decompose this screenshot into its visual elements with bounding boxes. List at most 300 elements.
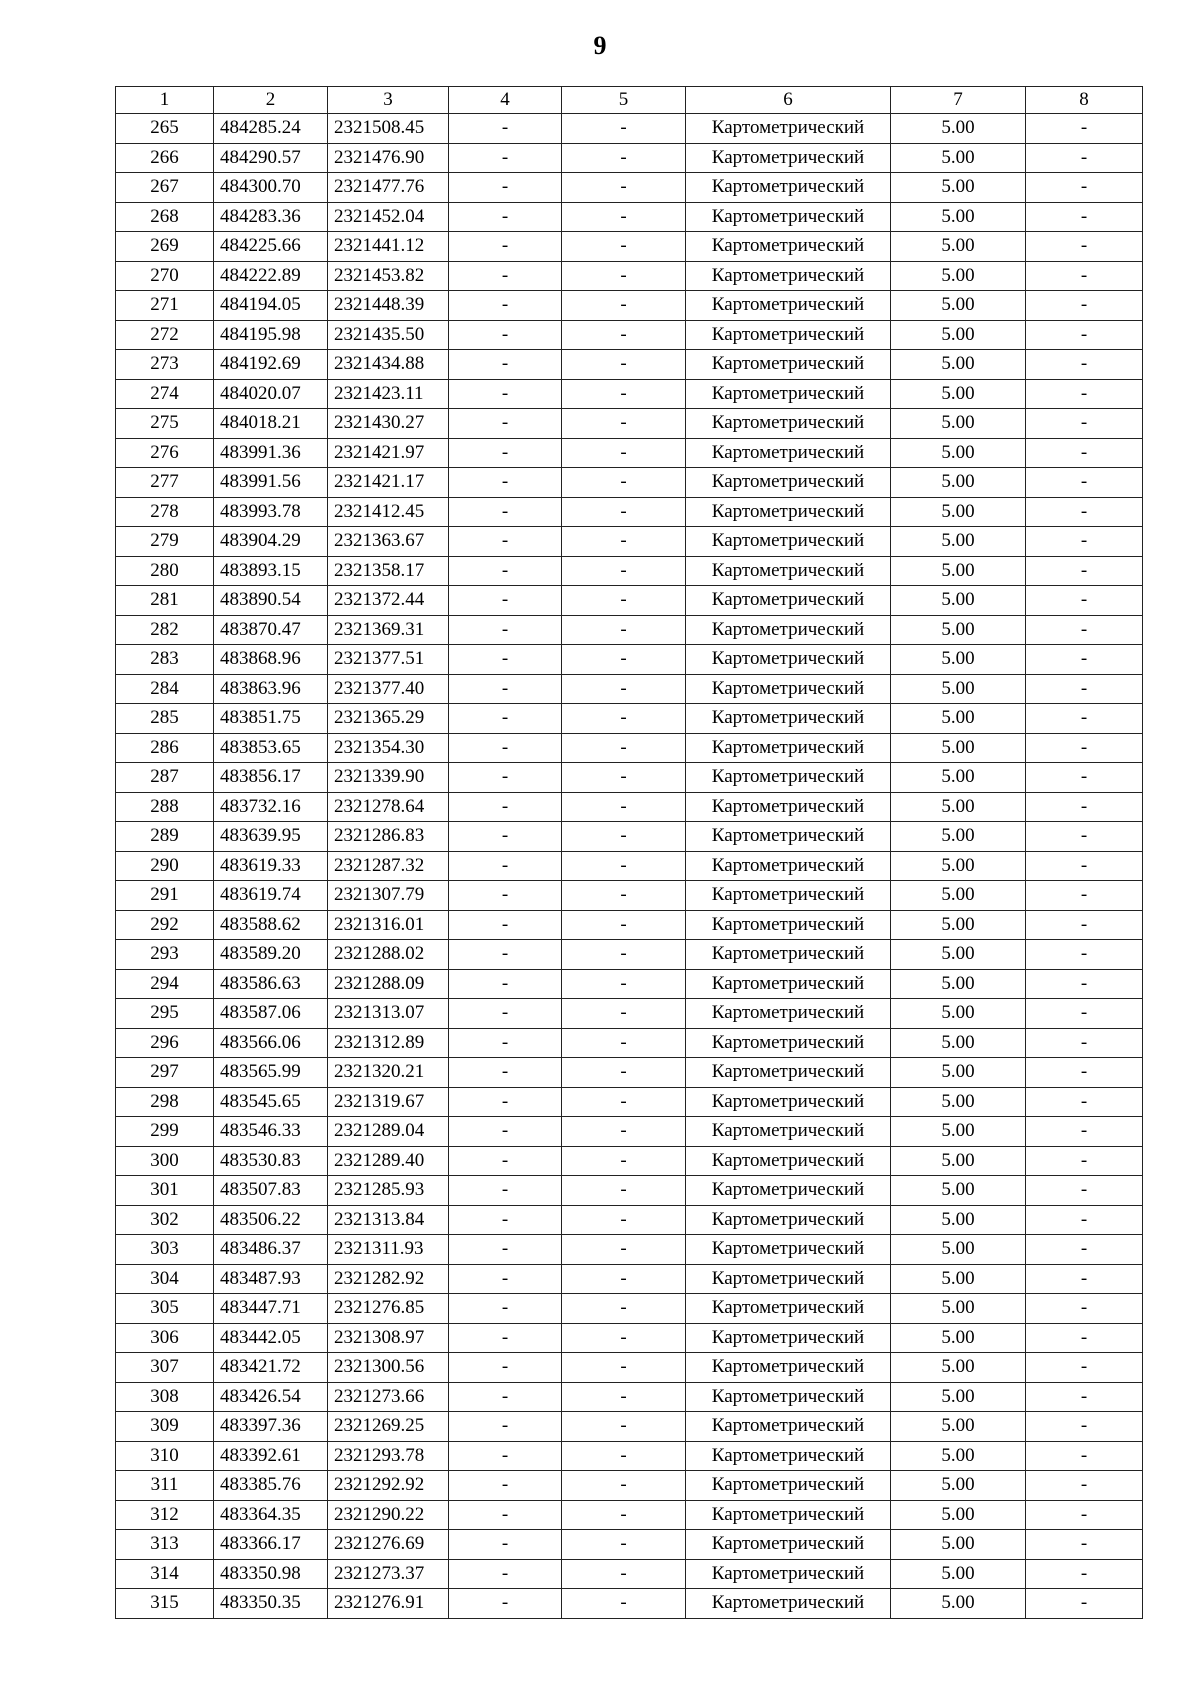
cell-col-8: -: [1026, 1117, 1143, 1147]
cell-col-5: -: [562, 586, 686, 616]
cell-col-4: -: [449, 1087, 562, 1117]
cell-col-4: -: [449, 202, 562, 232]
cell-col-5: -: [562, 1559, 686, 1589]
cell-num-y: 2321313.84: [328, 1205, 449, 1235]
cell-point-number: 278: [116, 497, 214, 527]
cell-point-number: 288: [116, 792, 214, 822]
cell-method: Картометрический: [686, 792, 891, 822]
cell-col-4: -: [449, 556, 562, 586]
cell-col-5: -: [562, 232, 686, 262]
cell-num-y: 2321307.79: [328, 881, 449, 911]
cell-col-8: -: [1026, 320, 1143, 350]
cell-point-number: 269: [116, 232, 214, 262]
cell-accuracy: 5.00: [891, 1205, 1026, 1235]
cell-col-5: -: [562, 1176, 686, 1206]
cell-point-number: 284: [116, 674, 214, 704]
cell-col-8: -: [1026, 409, 1143, 439]
cell-col-8: -: [1026, 1441, 1143, 1471]
cell-num-x: 483507.83: [214, 1176, 328, 1206]
cell-num-y: 2321282.92: [328, 1264, 449, 1294]
cell-accuracy: 5.00: [891, 1412, 1026, 1442]
cell-num-y: 2321365.29: [328, 704, 449, 734]
cell-accuracy: 5.00: [891, 202, 1026, 232]
table-row: [116, 615, 1143, 645]
cell-method: Картометрический: [686, 350, 891, 380]
header-row: [116, 87, 1143, 114]
cell-col-5: -: [562, 1500, 686, 1530]
cell-num-y: 2321300.56: [328, 1353, 449, 1383]
cell-num-x: 483426.54: [214, 1382, 328, 1412]
cell-col-4: -: [449, 645, 562, 675]
cell-col-5: -: [562, 291, 686, 321]
cell-num-x: 483732.16: [214, 792, 328, 822]
cell-accuracy: 5.00: [891, 232, 1026, 262]
cell-point-number: 302: [116, 1205, 214, 1235]
cell-accuracy: 5.00: [891, 438, 1026, 468]
table-row: [116, 1235, 1143, 1265]
cell-num-y: 2321293.78: [328, 1441, 449, 1471]
table-row: [116, 940, 1143, 970]
cell-col-8: -: [1026, 822, 1143, 852]
table-row: [116, 1294, 1143, 1324]
cell-method: Картометрический: [686, 999, 891, 1029]
table-body: [116, 114, 1143, 1619]
cell-num-y: 2321430.27: [328, 409, 449, 439]
cell-num-y: 2321423.11: [328, 379, 449, 409]
cell-col-5: -: [562, 1087, 686, 1117]
column-header-6: 6: [686, 87, 891, 114]
cell-method: Картометрический: [686, 320, 891, 350]
cell-accuracy: 5.00: [891, 999, 1026, 1029]
cell-num-y: 2321452.04: [328, 202, 449, 232]
column-header-5: 5: [562, 87, 686, 114]
cell-col-5: -: [562, 468, 686, 498]
cell-col-5: -: [562, 143, 686, 173]
cell-col-5: -: [562, 320, 686, 350]
cell-col-4: -: [449, 792, 562, 822]
cell-col-4: -: [449, 1235, 562, 1265]
cell-num-y: 2321269.25: [328, 1412, 449, 1442]
cell-accuracy: 5.00: [891, 881, 1026, 911]
cell-accuracy: 5.00: [891, 409, 1026, 439]
cell-col-5: -: [562, 1382, 686, 1412]
cell-col-4: -: [449, 822, 562, 852]
cell-col-4: -: [449, 674, 562, 704]
cell-col-8: -: [1026, 1235, 1143, 1265]
cell-accuracy: 5.00: [891, 1353, 1026, 1383]
cell-col-8: -: [1026, 350, 1143, 380]
cell-col-8: -: [1026, 468, 1143, 498]
column-header-2: 2: [214, 87, 328, 114]
cell-method: Картометрический: [686, 1146, 891, 1176]
cell-col-4: -: [449, 1382, 562, 1412]
cell-accuracy: 5.00: [891, 1058, 1026, 1088]
table-row: [116, 969, 1143, 999]
cell-point-number: 273: [116, 350, 214, 380]
cell-point-number: 314: [116, 1559, 214, 1589]
cell-num-x: 483487.93: [214, 1264, 328, 1294]
cell-col-5: -: [562, 615, 686, 645]
cell-point-number: 287: [116, 763, 214, 793]
table-row: [116, 1589, 1143, 1619]
column-header-4: 4: [449, 87, 562, 114]
cell-accuracy: 5.00: [891, 704, 1026, 734]
table-row: [116, 1176, 1143, 1206]
cell-method: Картометрический: [686, 291, 891, 321]
cell-col-4: -: [449, 1264, 562, 1294]
cell-method: Картометрический: [686, 1117, 891, 1147]
cell-accuracy: 5.00: [891, 468, 1026, 498]
cell-col-5: -: [562, 173, 686, 203]
table-row: [116, 1471, 1143, 1501]
table-row: [116, 1205, 1143, 1235]
cell-point-number: 267: [116, 173, 214, 203]
cell-col-8: -: [1026, 1264, 1143, 1294]
cell-method: Картометрический: [686, 1382, 891, 1412]
cell-col-5: -: [562, 379, 686, 409]
cell-col-5: -: [562, 1412, 686, 1442]
cell-accuracy: 5.00: [891, 1117, 1026, 1147]
cell-num-x: 483364.35: [214, 1500, 328, 1530]
cell-point-number: 283: [116, 645, 214, 675]
cell-col-4: -: [449, 851, 562, 881]
cell-accuracy: 5.00: [891, 1146, 1026, 1176]
table-row: [116, 320, 1143, 350]
cell-point-number: 294: [116, 969, 214, 999]
cell-num-y: 2321476.90: [328, 143, 449, 173]
table-row: [116, 202, 1143, 232]
cell-num-y: 2321448.39: [328, 291, 449, 321]
cell-col-8: -: [1026, 173, 1143, 203]
cell-num-x: 484285.24: [214, 114, 328, 144]
cell-col-4: -: [449, 320, 562, 350]
table-row: [116, 1412, 1143, 1442]
table-row: [116, 645, 1143, 675]
cell-num-y: 2321286.83: [328, 822, 449, 852]
cell-point-number: 307: [116, 1353, 214, 1383]
table-row: [116, 674, 1143, 704]
cell-method: Картометрический: [686, 527, 891, 557]
table-row: [116, 1264, 1143, 1294]
table-row: [116, 379, 1143, 409]
cell-num-x: 483546.33: [214, 1117, 328, 1147]
cell-point-number: 271: [116, 291, 214, 321]
cell-num-x: 483991.56: [214, 468, 328, 498]
cell-accuracy: 5.00: [891, 1294, 1026, 1324]
cell-col-4: -: [449, 379, 562, 409]
cell-col-8: -: [1026, 910, 1143, 940]
cell-accuracy: 5.00: [891, 733, 1026, 763]
cell-accuracy: 5.00: [891, 556, 1026, 586]
cell-col-8: -: [1026, 497, 1143, 527]
column-header-7: 7: [891, 87, 1026, 114]
cell-num-y: 2321276.69: [328, 1530, 449, 1560]
cell-point-number: 275: [116, 409, 214, 439]
cell-point-number: 276: [116, 438, 214, 468]
cell-num-y: 2321288.09: [328, 969, 449, 999]
cell-num-x: 483863.96: [214, 674, 328, 704]
cell-col-4: -: [449, 409, 562, 439]
cell-accuracy: 5.00: [891, 615, 1026, 645]
table-row: [116, 409, 1143, 439]
cell-method: Картометрический: [686, 1530, 891, 1560]
cell-method: Картометрический: [686, 1412, 891, 1442]
table-row: [116, 733, 1143, 763]
cell-col-4: -: [449, 1471, 562, 1501]
cell-col-4: -: [449, 940, 562, 970]
cell-method: Картометрический: [686, 468, 891, 498]
table-row: [116, 291, 1143, 321]
cell-num-x: 483421.72: [214, 1353, 328, 1383]
cell-method: Картометрический: [686, 143, 891, 173]
cell-num-y: 2321311.93: [328, 1235, 449, 1265]
cell-num-x: 483586.63: [214, 969, 328, 999]
cell-accuracy: 5.00: [891, 1382, 1026, 1412]
cell-num-y: 2321308.97: [328, 1323, 449, 1353]
cell-col-8: -: [1026, 1471, 1143, 1501]
cell-point-number: 309: [116, 1412, 214, 1442]
cell-col-8: -: [1026, 202, 1143, 232]
cell-col-8: -: [1026, 1412, 1143, 1442]
cell-method: Картометрический: [686, 1559, 891, 1589]
table-row: [116, 822, 1143, 852]
cell-num-y: 2321508.45: [328, 114, 449, 144]
cell-col-5: -: [562, 1353, 686, 1383]
cell-num-y: 2321312.89: [328, 1028, 449, 1058]
cell-num-x: 483565.99: [214, 1058, 328, 1088]
cell-num-y: 2321434.88: [328, 350, 449, 380]
cell-num-y: 2321319.67: [328, 1087, 449, 1117]
cell-col-5: -: [562, 1264, 686, 1294]
cell-accuracy: 5.00: [891, 261, 1026, 291]
cell-col-8: -: [1026, 1176, 1143, 1206]
cell-num-x: 483392.61: [214, 1441, 328, 1471]
cell-col-4: -: [449, 999, 562, 1029]
cell-col-5: -: [562, 1146, 686, 1176]
cell-col-8: -: [1026, 1589, 1143, 1619]
table-row: [116, 1530, 1143, 1560]
cell-col-4: -: [449, 1058, 562, 1088]
cell-col-8: -: [1026, 556, 1143, 586]
cell-accuracy: 5.00: [891, 143, 1026, 173]
cell-method: Картометрический: [686, 1028, 891, 1058]
cell-accuracy: 5.00: [891, 969, 1026, 999]
cell-method: Картометрический: [686, 1500, 891, 1530]
cell-col-5: -: [562, 1235, 686, 1265]
cell-col-4: -: [449, 114, 562, 144]
cell-col-5: -: [562, 763, 686, 793]
cell-method: Картометрический: [686, 556, 891, 586]
cell-col-4: -: [449, 438, 562, 468]
cell-col-8: -: [1026, 1323, 1143, 1353]
cell-num-y: 2321313.07: [328, 999, 449, 1029]
table-row: [116, 1500, 1143, 1530]
table-row: [116, 261, 1143, 291]
cell-num-x: 484290.57: [214, 143, 328, 173]
cell-col-8: -: [1026, 291, 1143, 321]
cell-num-y: 2321339.90: [328, 763, 449, 793]
cell-accuracy: 5.00: [891, 1471, 1026, 1501]
cell-accuracy: 5.00: [891, 792, 1026, 822]
table-row: [116, 468, 1143, 498]
cell-method: Картометрический: [686, 173, 891, 203]
cell-col-8: -: [1026, 379, 1143, 409]
cell-num-x: 483853.65: [214, 733, 328, 763]
cell-method: Картометрический: [686, 1264, 891, 1294]
cell-method: Картометрический: [686, 438, 891, 468]
cell-col-4: -: [449, 1323, 562, 1353]
cell-num-x: 484020.07: [214, 379, 328, 409]
cell-method: Картометрический: [686, 497, 891, 527]
cell-num-x: 483350.98: [214, 1559, 328, 1589]
cell-num-y: 2321377.40: [328, 674, 449, 704]
cell-num-x: 483619.33: [214, 851, 328, 881]
cell-num-y: 2321372.44: [328, 586, 449, 616]
coordinates-table: [115, 86, 1143, 1619]
cell-col-4: -: [449, 291, 562, 321]
cell-col-8: -: [1026, 1530, 1143, 1560]
cell-num-x: 484192.69: [214, 350, 328, 380]
page-number: 9: [593, 31, 607, 60]
cell-num-y: 2321273.66: [328, 1382, 449, 1412]
cell-method: Картометрический: [686, 1441, 891, 1471]
cell-col-8: -: [1026, 261, 1143, 291]
cell-accuracy: 5.00: [891, 1323, 1026, 1353]
cell-point-number: 310: [116, 1441, 214, 1471]
cell-col-5: -: [562, 1441, 686, 1471]
cell-point-number: 277: [116, 468, 214, 498]
cell-method: Картометрический: [686, 202, 891, 232]
cell-col-5: -: [562, 1323, 686, 1353]
table-row: [116, 350, 1143, 380]
cell-col-4: -: [449, 910, 562, 940]
cell-num-x: 483589.20: [214, 940, 328, 970]
cell-point-number: 290: [116, 851, 214, 881]
cell-col-5: -: [562, 202, 686, 232]
column-header-8: 8: [1026, 87, 1143, 114]
cell-col-4: -: [449, 1028, 562, 1058]
cell-col-4: -: [449, 1441, 562, 1471]
cell-num-y: 2321289.04: [328, 1117, 449, 1147]
cell-accuracy: 5.00: [891, 291, 1026, 321]
cell-col-4: -: [449, 615, 562, 645]
cell-num-x: 483890.54: [214, 586, 328, 616]
cell-num-y: 2321358.17: [328, 556, 449, 586]
cell-col-8: -: [1026, 645, 1143, 675]
cell-accuracy: 5.00: [891, 1264, 1026, 1294]
cell-method: Картометрический: [686, 114, 891, 144]
cell-col-8: -: [1026, 143, 1143, 173]
cell-col-4: -: [449, 733, 562, 763]
cell-method: Картометрический: [686, 1176, 891, 1206]
cell-method: Картометрический: [686, 1589, 891, 1619]
cell-num-y: 2321273.37: [328, 1559, 449, 1589]
table-row: [116, 999, 1143, 1029]
cell-num-y: 2321292.92: [328, 1471, 449, 1501]
cell-num-y: 2321453.82: [328, 261, 449, 291]
cell-num-y: 2321435.50: [328, 320, 449, 350]
cell-col-8: -: [1026, 1058, 1143, 1088]
cell-col-5: -: [562, 409, 686, 439]
column-header-1: 1: [116, 87, 214, 114]
cell-method: Картометрический: [686, 232, 891, 262]
cell-col-5: -: [562, 350, 686, 380]
table-row: [116, 527, 1143, 557]
cell-point-number: 299: [116, 1117, 214, 1147]
cell-col-8: -: [1026, 674, 1143, 704]
cell-num-x: 484195.98: [214, 320, 328, 350]
cell-num-x: 483566.06: [214, 1028, 328, 1058]
cell-point-number: 270: [116, 261, 214, 291]
cell-col-4: -: [449, 1500, 562, 1530]
cell-point-number: 301: [116, 1176, 214, 1206]
cell-num-x: 483506.22: [214, 1205, 328, 1235]
cell-col-5: -: [562, 999, 686, 1029]
cell-method: Картометрический: [686, 733, 891, 763]
cell-accuracy: 5.00: [891, 173, 1026, 203]
cell-col-8: -: [1026, 527, 1143, 557]
cell-num-x: 483893.15: [214, 556, 328, 586]
cell-accuracy: 5.00: [891, 910, 1026, 940]
cell-num-x: 483350.35: [214, 1589, 328, 1619]
cell-accuracy: 5.00: [891, 1589, 1026, 1619]
cell-method: Картометрический: [686, 615, 891, 645]
cell-num-y: 2321421.97: [328, 438, 449, 468]
cell-col-5: -: [562, 1028, 686, 1058]
cell-col-5: -: [562, 674, 686, 704]
table-header: [116, 87, 1143, 114]
cell-num-y: 2321285.93: [328, 1176, 449, 1206]
cell-num-x: 484018.21: [214, 409, 328, 439]
cell-col-5: -: [562, 792, 686, 822]
cell-num-y: 2321421.17: [328, 468, 449, 498]
cell-accuracy: 5.00: [891, 645, 1026, 675]
cell-method: Картометрический: [686, 409, 891, 439]
cell-num-x: 483486.37: [214, 1235, 328, 1265]
cell-accuracy: 5.00: [891, 586, 1026, 616]
cell-point-number: 274: [116, 379, 214, 409]
cell-accuracy: 5.00: [891, 822, 1026, 852]
cell-point-number: 295: [116, 999, 214, 1029]
table-row: [116, 1353, 1143, 1383]
cell-num-x: 484222.89: [214, 261, 328, 291]
table-row: [116, 1323, 1143, 1353]
cell-col-5: -: [562, 1117, 686, 1147]
cell-col-5: -: [562, 1530, 686, 1560]
cell-col-5: -: [562, 114, 686, 144]
cell-point-number: 291: [116, 881, 214, 911]
cell-accuracy: 5.00: [891, 350, 1026, 380]
cell-num-x: 483587.06: [214, 999, 328, 1029]
cell-num-x: 483366.17: [214, 1530, 328, 1560]
cell-accuracy: 5.00: [891, 1500, 1026, 1530]
cell-col-5: -: [562, 645, 686, 675]
cell-num-x: 483442.05: [214, 1323, 328, 1353]
cell-num-y: 2321288.02: [328, 940, 449, 970]
cell-num-x: 483397.36: [214, 1412, 328, 1442]
table-row: [116, 586, 1143, 616]
cell-col-5: -: [562, 497, 686, 527]
cell-num-y: 2321477.76: [328, 173, 449, 203]
cell-point-number: 289: [116, 822, 214, 852]
cell-col-8: -: [1026, 232, 1143, 262]
cell-point-number: 298: [116, 1087, 214, 1117]
cell-accuracy: 5.00: [891, 851, 1026, 881]
cell-num-x: 483904.29: [214, 527, 328, 557]
table-row: [116, 910, 1143, 940]
cell-accuracy: 5.00: [891, 379, 1026, 409]
cell-point-number: 265: [116, 114, 214, 144]
